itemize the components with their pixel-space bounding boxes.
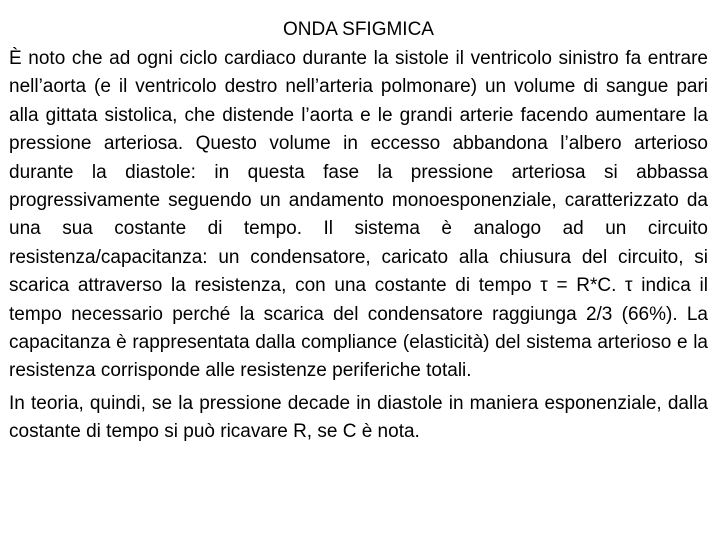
paragraph-2: In teoria, quindi, se la pressione decade in diastole in maniera esponenziale, dalla costante di tempo si può ricavare R, se C è nota.	[9, 392, 708, 443]
paragraph-1: È noto che ad ogni ciclo cardiaco durante la sistole il ventricolo sinistro fa entrare nell’aorta (e il ventricolo destro nell’arteria polmonare) un volume di sangue pari alla gittata sistolica, che distende l’aorta e le grandi arterie facendo aumentare la pressione arteriosa. Questo volume in eccesso abbandona l’albero arterioso durante la diastole: in questa fase la pressione arteriosa si abbassa progressivamente seguendo un andamento monoesponenziale, caratterizzato da una sua costante di tempo. Il sistema è analogo ad un circuito resistenza/capacitanza: un condensatore, caricato alla chiusura del circuito, si scarica attraverso la resistenza, con una costante di tempo τ = R*C. τ indica il tempo necessario perché la scarica del condensatore raggiunga 2/3 (66%). La capacitanza è rappresentata dalla compliance (elasticità) del sistema arterioso e la resistenza corrisponde alle resistenze periferiche totali.	[9, 48, 708, 382]
document-title: ONDA SFIGMICA	[283, 19, 434, 40]
